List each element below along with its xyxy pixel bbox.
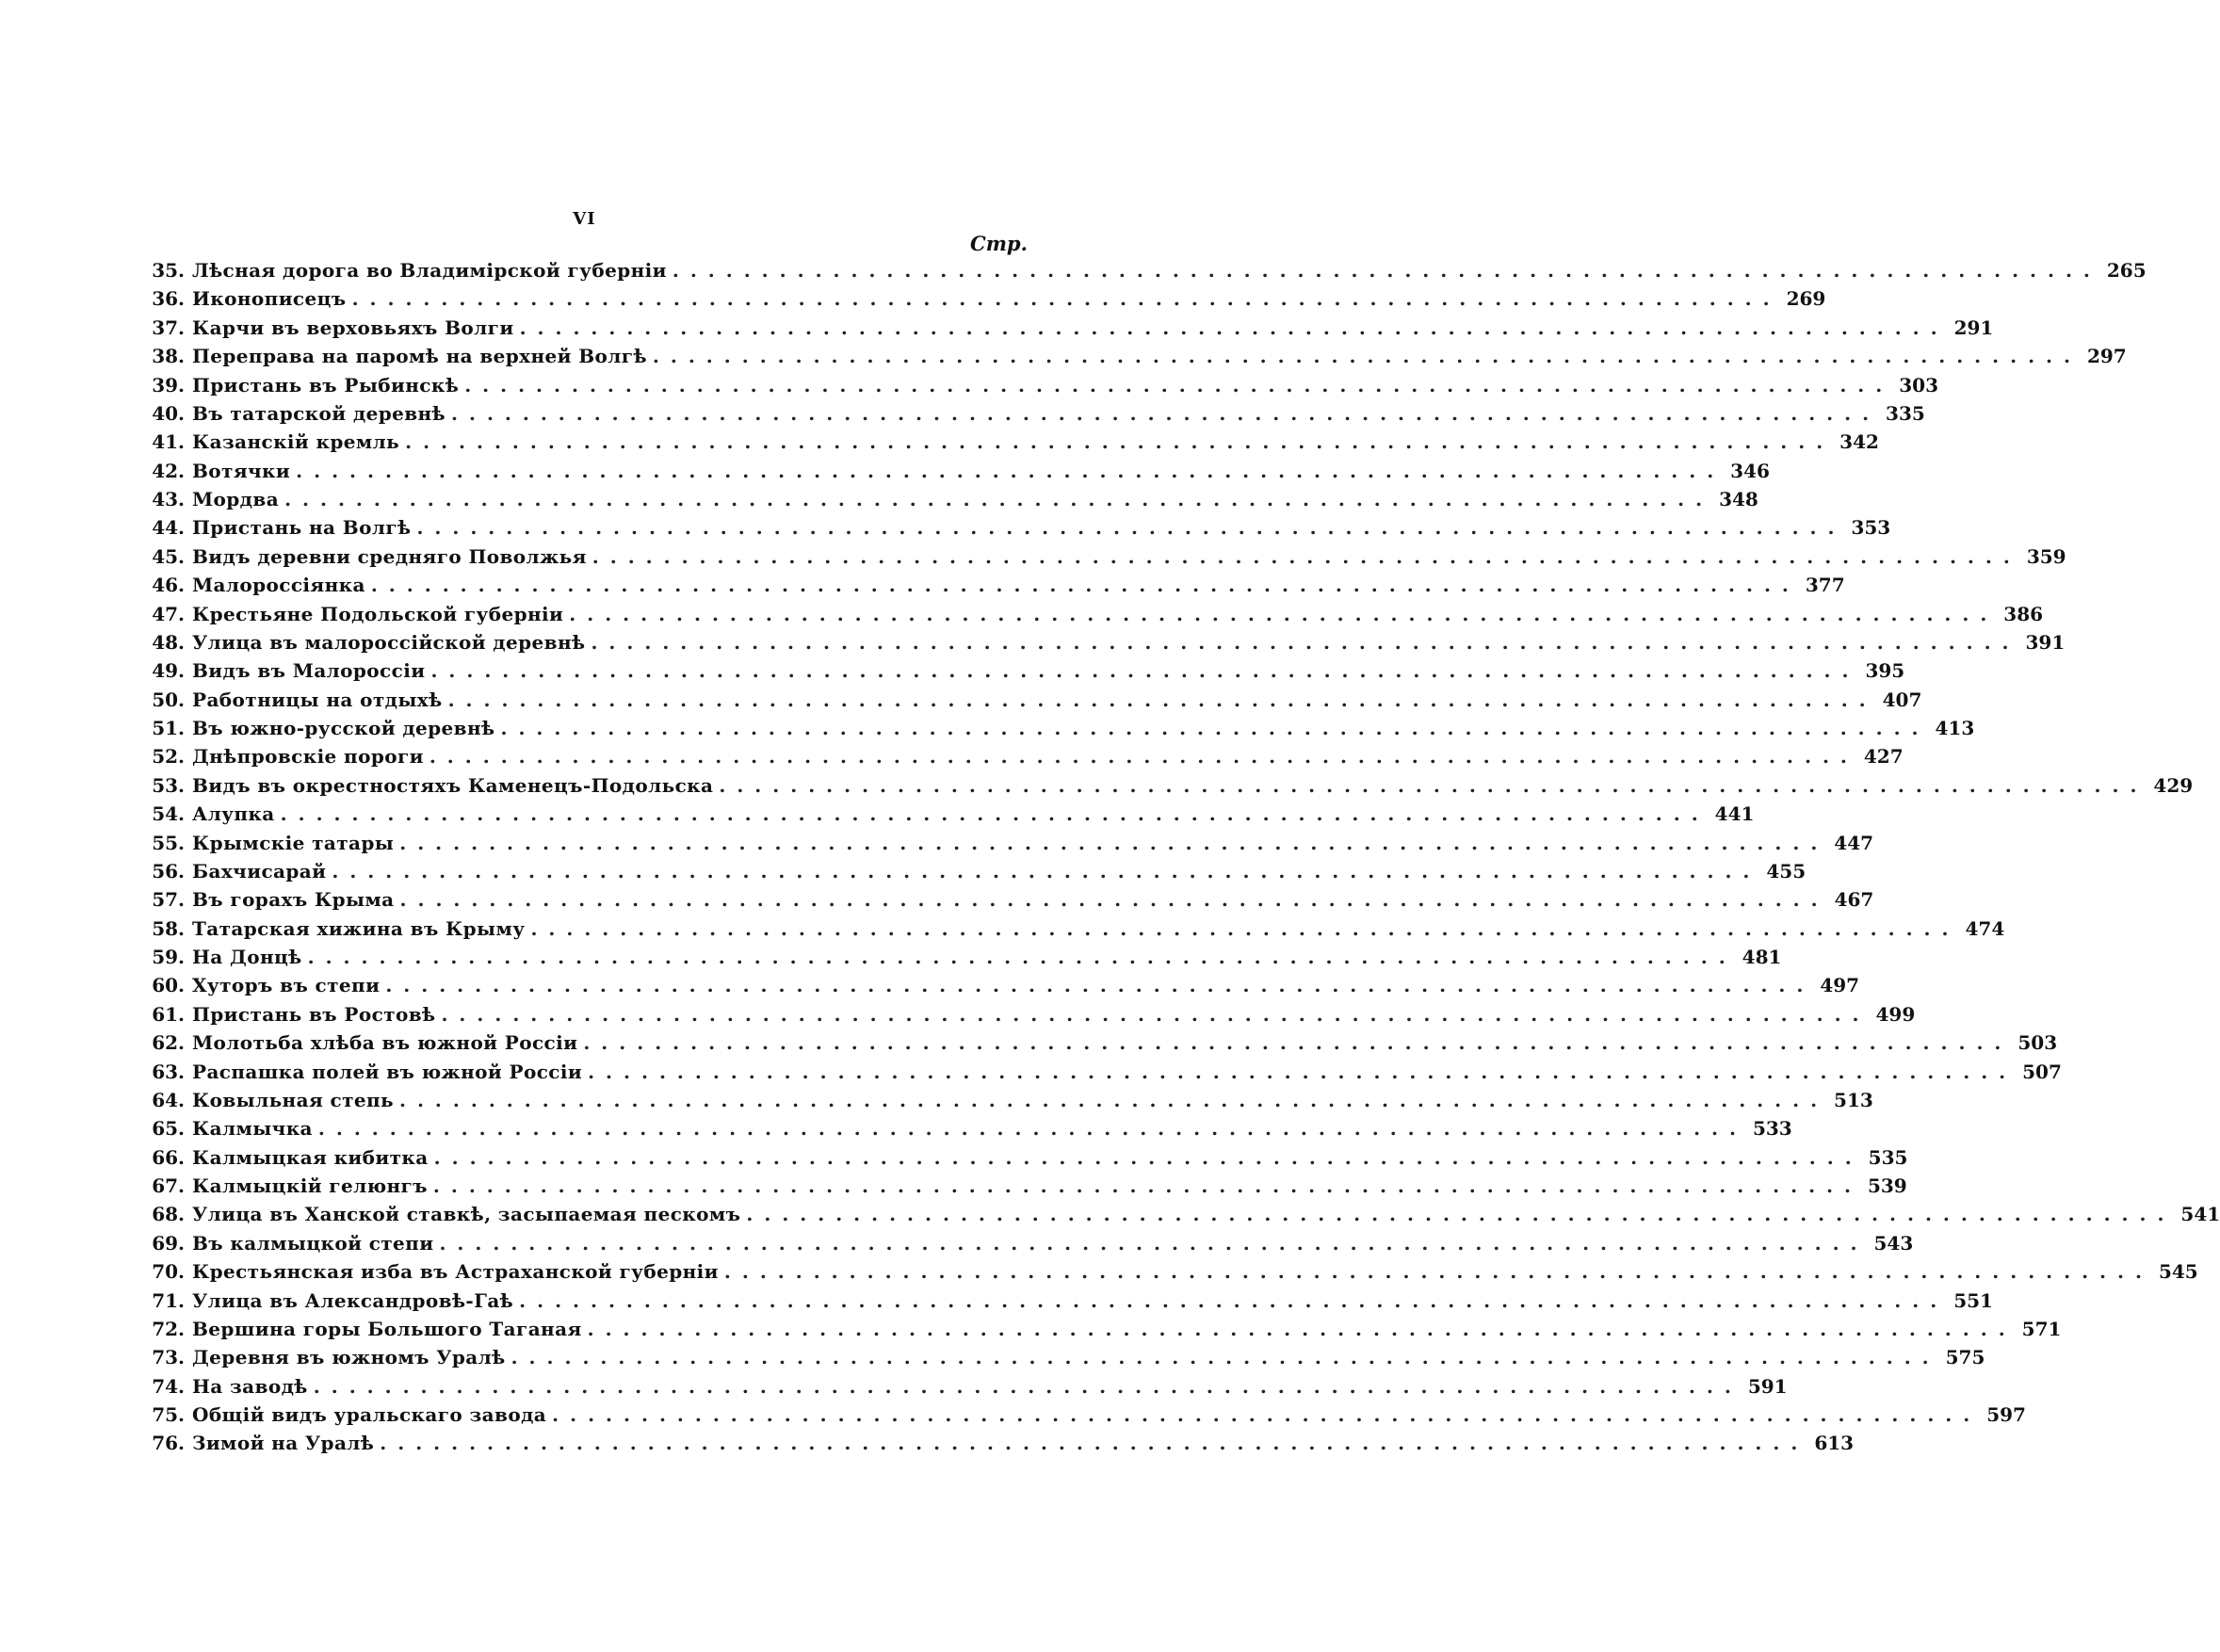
toc-entry: [141, 256, 2147, 284]
entry-title: Улица въ Александровѣ-Гаѣ: [192, 1288, 514, 1312]
dot-leader: ................................................................................: [385, 974, 1815, 997]
entry-title: Переправа на паромѣ на верхней Волгѣ: [192, 345, 647, 368]
toc-entry: [141, 1000, 1916, 1028]
entry-number: 59.: [152, 946, 185, 968]
dot-leader: ................................................................................: [723, 1260, 2153, 1284]
dot-leader: ................................................................................: [280, 802, 1710, 826]
entry-number: 52.: [152, 745, 185, 769]
dot-leader: ................................................................................: [519, 1288, 1949, 1312]
entry-title: Въ татарской деревнѣ: [192, 401, 446, 425]
entry-title: Крестьянская изба въ Астраханской губерніи: [192, 1260, 719, 1284]
dot-leader: ................................................................................: [429, 745, 1858, 769]
dot-leader: ................................................................................: [441, 1002, 1871, 1026]
toc-entry: [141, 342, 2127, 370]
entry-title: Алупка: [192, 802, 275, 826]
entry-number: 41.: [152, 430, 185, 454]
entry-title: Улица въ малороссійской деревнѣ: [192, 630, 586, 654]
entry-number: 69.: [152, 1231, 185, 1255]
toc-entry: [141, 513, 1891, 542]
toc-entry: [141, 742, 1904, 770]
entry-title: Днѣпровскіе пороги: [192, 745, 424, 769]
entry-number: 62.: [152, 1031, 185, 1055]
entry-number: 53.: [152, 773, 185, 797]
entry-number: 40.: [152, 401, 185, 425]
entry-page: 543: [1873, 1231, 1914, 1255]
entry-page: 359: [2026, 544, 2066, 568]
dot-leader: ................................................................................: [399, 1088, 1829, 1111]
entry-page: 395: [1865, 659, 1905, 683]
toc-entry: [141, 800, 1755, 828]
entry-page: 533: [1752, 1117, 1792, 1141]
dot-leader: ................................................................................: [500, 717, 1930, 739]
toc-entry: [141, 943, 1782, 971]
toc-entry: [141, 1114, 1792, 1142]
toc-entry: [141, 1058, 2062, 1086]
toc-entry: [141, 628, 2066, 656]
entry-page: 499: [1875, 1002, 1916, 1026]
entry-number: 58.: [152, 916, 185, 940]
entry-title: Вершина горы Большого Таганая: [192, 1317, 582, 1340]
entry-page: 342: [1839, 430, 1879, 454]
dot-leader: ................................................................................: [332, 859, 1761, 883]
dot-leader: ................................................................................: [380, 1432, 1809, 1455]
entry-number: 51.: [152, 717, 185, 739]
dot-leader: ................................................................................: [399, 888, 1829, 912]
dot-leader: ................................................................................: [405, 430, 1835, 454]
entry-page: 613: [1814, 1432, 1855, 1455]
toc-entry: [141, 1229, 1914, 1257]
entry-number: 47.: [152, 602, 185, 625]
entry-title: Карчи въ верховьяхъ Волги: [192, 316, 514, 339]
dot-leader: ................................................................................: [399, 831, 1829, 854]
dot-leader: ................................................................................: [447, 688, 1877, 711]
entry-title: Бахчисарай: [192, 859, 327, 883]
entry-title: Пристань въ Ростовѣ: [192, 1002, 436, 1026]
toc-entry: [141, 1315, 2062, 1343]
page-column-label: Стр.: [970, 232, 1028, 255]
entry-page: 503: [2017, 1031, 2058, 1055]
entry-page: 427: [1863, 745, 1904, 769]
toc-entry: [141, 314, 1994, 342]
toc-entry: [141, 284, 1826, 313]
entry-page: 413: [1935, 717, 1975, 739]
entry-title: Видъ деревни средняго Поволжья: [192, 544, 587, 568]
toc-entry: [141, 1028, 2058, 1057]
entry-number: 36.: [152, 287, 185, 311]
entry-number: 38.: [152, 345, 185, 368]
dot-leader: ................................................................................: [510, 1346, 1940, 1369]
entry-title: На Донцѣ: [192, 946, 302, 968]
entry-page: 348: [1719, 488, 1758, 510]
toc-entry: [141, 885, 1874, 914]
entry-number: 42.: [152, 459, 185, 482]
dot-leader: ................................................................................: [672, 259, 2101, 282]
entry-title: Крымскіе татары: [192, 831, 395, 854]
entry-number: 48.: [152, 630, 185, 654]
entry-title: Общій видъ уральскаго завода: [192, 1403, 547, 1426]
entry-page: 507: [2022, 1060, 2062, 1083]
toc-entry: [141, 571, 1845, 599]
page-numeral: VI: [573, 209, 596, 229]
entry-page: 597: [1986, 1403, 2026, 1426]
entry-title: Въ калмыцкой степи: [192, 1231, 434, 1255]
dot-leader: ................................................................................: [591, 544, 2021, 568]
entry-page: 291: [1953, 316, 1994, 339]
entry-title: Малороссіянка: [192, 574, 365, 597]
dot-leader: ................................................................................: [317, 1117, 1747, 1141]
entry-page: 303: [1899, 373, 1938, 397]
entry-title: Хуторъ въ степи: [192, 974, 381, 997]
dot-leader: ................................................................................: [351, 287, 1781, 311]
entry-number: 60.: [152, 974, 185, 997]
entry-number: 66.: [152, 1145, 185, 1169]
entry-title: Казанскій кремль: [192, 430, 400, 454]
dot-leader: ................................................................................: [451, 401, 1881, 425]
entry-page: 575: [1945, 1346, 1985, 1369]
entry-page: 269: [1786, 287, 1826, 311]
entry-page: 377: [1805, 574, 1845, 597]
entry-title: Распашка полей въ южной Россіи: [192, 1060, 583, 1083]
toc-entry: [141, 1343, 1985, 1371]
entry-number: 57.: [152, 888, 185, 912]
entry-number: 76.: [152, 1432, 185, 1455]
entry-title: Деревня въ южномъ Уралѣ: [192, 1346, 506, 1369]
entry-title: Лѣсная дорога во Владимірской губерніи: [192, 259, 667, 282]
toc-entry: [141, 1143, 1908, 1172]
entry-title: Вотячки: [192, 459, 291, 482]
entry-title: На заводѣ: [192, 1374, 308, 1398]
toc-entry: [141, 1429, 1855, 1457]
entry-number: 72.: [152, 1317, 185, 1340]
entry-page: 545: [2158, 1260, 2198, 1284]
entry-title: Въ южно-русской деревнѣ: [192, 717, 495, 739]
entry-title: Улица въ Ханской ставкѣ, засыпаемая пескомъ: [192, 1203, 741, 1226]
entry-title: Крестьяне Подольской губерніи: [192, 602, 564, 625]
entry-number: 56.: [152, 859, 185, 883]
dot-leader: ................................................................................: [583, 1031, 2013, 1055]
entry-number: 73.: [152, 1346, 185, 1369]
dot-leader: ................................................................................: [433, 1145, 1863, 1169]
entry-page: 541: [2180, 1203, 2220, 1226]
entry-number: 35.: [152, 259, 185, 282]
entry-page: 591: [1747, 1374, 1788, 1398]
entry-number: 70.: [152, 1260, 185, 1284]
toc-entry: [141, 829, 1874, 857]
entry-title: Работницы на отдыхѣ: [192, 688, 443, 711]
entry-number: 74.: [152, 1374, 185, 1398]
toc-entry: [141, 399, 1925, 428]
entry-number: 75.: [152, 1403, 185, 1426]
dot-leader: ................................................................................: [307, 946, 1737, 968]
entry-number: 61.: [152, 1002, 185, 1026]
toc-entry: [141, 971, 1860, 999]
entry-page: 265: [2106, 259, 2147, 282]
entry-page: 335: [1886, 401, 1925, 425]
entry-number: 39.: [152, 373, 185, 397]
entry-page: 386: [2003, 602, 2044, 625]
entry-title: Въ горахъ Крыма: [192, 888, 395, 912]
toc-entry: [141, 371, 1938, 399]
entry-title: Иконописецъ: [192, 287, 347, 311]
entry-page: 447: [1834, 831, 1874, 854]
dot-leader: ................................................................................: [296, 459, 1726, 482]
toc-entry: [141, 686, 1922, 714]
toc-entry: [141, 857, 1807, 885]
entry-title: Пристань на Волгѣ: [192, 516, 412, 540]
dot-leader: ................................................................................: [719, 773, 2148, 797]
dot-leader: ................................................................................: [416, 516, 1846, 540]
entry-page: 481: [1742, 946, 1782, 968]
toc-entry: [141, 1372, 1788, 1401]
entry-title: Видъ въ Малороссіи: [192, 659, 426, 683]
toc-entry: [141, 600, 2044, 628]
entry-number: 43.: [152, 488, 185, 510]
entry-page: 391: [2025, 630, 2066, 654]
entry-number: 55.: [152, 831, 185, 854]
entry-number: 50.: [152, 688, 185, 711]
dot-leader: ................................................................................: [439, 1231, 1869, 1255]
toc-entry: [141, 1401, 2026, 1429]
entry-page: 513: [1834, 1088, 1873, 1111]
entry-page: 539: [1867, 1174, 1907, 1197]
dot-leader: ................................................................................: [464, 373, 1894, 397]
toc-entry: [141, 1200, 2220, 1228]
entry-title: Калмыцкая кибитка: [192, 1145, 429, 1169]
entry-page: 297: [2086, 345, 2127, 368]
dot-leader: ................................................................................: [552, 1403, 1982, 1426]
dot-leader: ................................................................................: [313, 1374, 1742, 1398]
toc-entry: [141, 714, 1975, 742]
dot-leader: ................................................................................: [432, 1174, 1862, 1197]
entry-number: 67.: [152, 1174, 185, 1197]
toc-entry: [141, 428, 1879, 456]
entry-page: 407: [1882, 688, 1922, 711]
entry-number: 44.: [152, 516, 185, 540]
toc-entry: [141, 771, 2194, 800]
entry-page: 535: [1868, 1145, 1908, 1169]
entry-number: 68.: [152, 1203, 185, 1226]
toc-entry: [141, 457, 1770, 485]
dot-leader: ................................................................................: [569, 602, 1999, 625]
entry-page: 346: [1730, 459, 1770, 482]
entry-page: 353: [1851, 516, 1891, 540]
entry-title: Мордва: [192, 488, 280, 510]
entry-title: Пристань въ Рыбинскѣ: [192, 373, 460, 397]
entry-title: Зимой на Уралѣ: [192, 1432, 375, 1455]
entry-number: 63.: [152, 1060, 185, 1083]
toc-entry: [141, 1257, 2198, 1286]
entry-title: Татарская хижина въ Крыму: [192, 916, 526, 940]
dot-leader: ................................................................................: [284, 488, 1714, 510]
entry-page: 429: [2153, 773, 2194, 797]
entry-number: 54.: [152, 802, 185, 826]
toc-entry: [141, 543, 2066, 571]
entry-page: 551: [1953, 1288, 1993, 1312]
toc-entry: [141, 1086, 1873, 1114]
entry-number: 49.: [152, 659, 185, 683]
toc-entry: [141, 915, 2005, 943]
entry-page: 455: [1766, 859, 1807, 883]
dot-leader: ................................................................................: [587, 1317, 2017, 1340]
entry-title: Калмычка: [192, 1117, 313, 1141]
entry-number: 64.: [152, 1088, 185, 1111]
entry-title: Видъ въ окрестностяхъ Каменецъ-Подольска: [192, 773, 714, 797]
entry-page: 467: [1834, 888, 1874, 912]
dot-leader: ................................................................................: [746, 1203, 2176, 1226]
entry-title: Калмыцкій гелюнгъ: [192, 1174, 428, 1197]
entry-number: 46.: [152, 574, 185, 597]
entry-page: 474: [1965, 916, 2005, 940]
entry-title: Молотьба хлѣба въ южной Россіи: [192, 1031, 578, 1055]
entry-number: 71.: [152, 1288, 185, 1312]
toc-entry: [141, 485, 1758, 513]
entry-number: 45.: [152, 544, 185, 568]
table-of-illustrations: [141, 256, 2220, 1458]
dot-leader: ................................................................................: [588, 1060, 2017, 1083]
dot-leader: ................................................................................: [430, 659, 1860, 683]
toc-entry: [141, 656, 1905, 685]
dot-leader: ................................................................................: [519, 316, 1949, 339]
entry-page: 441: [1714, 802, 1755, 826]
dot-leader: ................................................................................: [530, 916, 1960, 940]
entry-page: 497: [1820, 974, 1860, 997]
entry-title: Ковыльная степь: [192, 1088, 394, 1111]
dot-leader: ................................................................................: [652, 345, 2082, 368]
entry-number: 37.: [152, 316, 185, 339]
toc-entry: [141, 1172, 1907, 1200]
dot-leader: ................................................................................: [370, 574, 1800, 597]
toc-entry: [141, 1287, 1993, 1315]
entry-page: 571: [2021, 1317, 2062, 1340]
dot-leader: ................................................................................: [591, 630, 2020, 654]
entry-number: 65.: [152, 1117, 185, 1141]
